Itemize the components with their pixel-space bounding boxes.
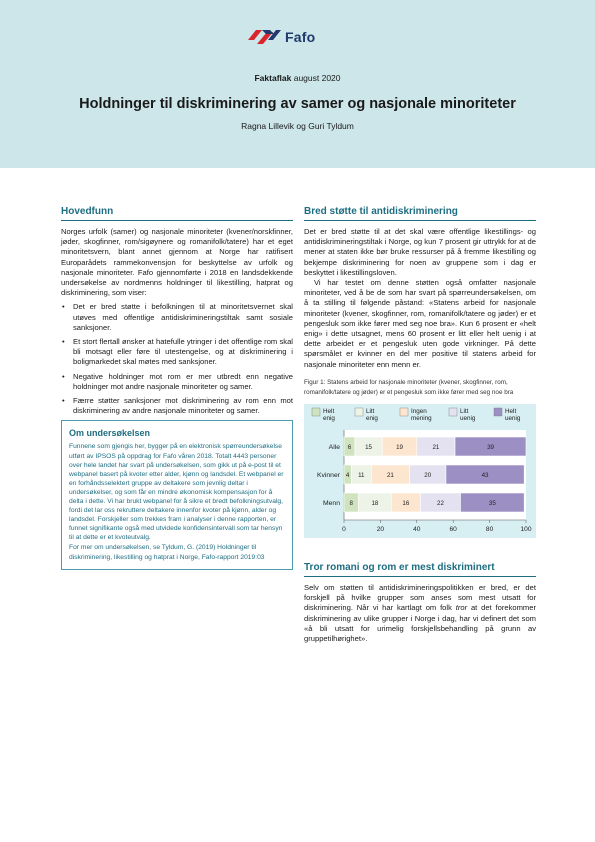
list-item: • Færre støtter sanksjoner mot diskriminering av rom enn mot diskriminering av andre nasjonale minoriteter og samer.: [61, 396, 293, 416]
about-survey-box: [61, 420, 293, 569]
discrimination-heading: Tror romani og rom er mest diskriminert: [304, 562, 536, 577]
page-title: Holdninger til diskriminering av samer og nasjonale minoriteter: [79, 96, 516, 112]
legend-label: Litt: [460, 408, 469, 416]
list-item: • Det er bred støtte i befolkningen til at minoritetsvernet skal utøves med offentlige antidiskrimineringstiltak samt sosiale sanksjoner.: [61, 302, 293, 333]
data-label: 39: [487, 443, 494, 451]
data-label: 21: [386, 471, 394, 479]
legend-swatch: [494, 408, 502, 416]
legend-label: uenig: [505, 415, 521, 423]
discrimination-text-b: at det forekommer diskriminering av ulike grupper i Norge i dag, har vi definert det som «å bli utsatt for urimelig forskjellsbehandling på grunn av gruppetilhørighet».: [304, 603, 536, 644]
legend-label: uenig: [460, 415, 476, 423]
figure-caption: Figur 1: Statens arbeid for nasjonale minoriteter (kvener, skogfinner, rom, romanifolk/tatere og jøder) er et pengesluk som ikke fører med seg noe bra: [304, 378, 514, 396]
data-label: 6: [347, 443, 352, 451]
category-label: Menn: [322, 500, 340, 508]
x-tick-label: 0: [342, 526, 346, 534]
legend-swatch: [355, 408, 363, 416]
data-label: 8: [349, 499, 354, 507]
x-tick-label: 100: [520, 526, 532, 534]
discrimination-paragraph: [304, 583, 536, 644]
about-survey-text: Funnene som gjengis her, bygger på en elektronisk spørreundersøkelse utført av IPSOS på oppdrag for Fafo våren 2018. Totalt 4443 personer over hele landet har svart på undersøkelsen, som gikk ut på e-post til et webpanel basert på kvoter etter alder, kjønn og landsdel. Et webpanel er en forhåndsselektert gruppe av deltakere som jevnlig deltar i undersøkelser, og som får en mindre økonomisk kompensasjon for å delta i dette. Vi har brukt webpanel for å sikre et bredt befolkningsutvalg, fordi det lar oss rekruttere deltakere innenfor kvoter på kjønn, alder og landsdel. Forskjeller som trekkes fram i analyser i denne rapporten, er funnet signifikante også med utvidede konfidensintervall som tar hensyn til at dette er et kvoteutvalg.: [69, 443, 284, 542]
data-label: 20: [424, 471, 432, 479]
legend-label: enig: [323, 415, 335, 423]
about-survey-title: Om undersøkelsen: [69, 428, 151, 439]
fact-line: [0, 73, 595, 83]
legend-swatch: [312, 408, 320, 416]
fafo-logo: [248, 26, 315, 48]
fafo-logo-icon: [248, 26, 282, 48]
data-label: 16: [402, 499, 410, 507]
authors: Ragna Lillevik og Guri Tyldum: [241, 121, 354, 131]
category-label: Alle: [328, 444, 340, 452]
findings-list: [61, 302, 293, 416]
about-survey-reference: For mer om undersøkelsen, se Tyldum, G. (2019) Holdninger til diskriminering, likestilling og hatprat i Norge, Fafo-rapport 2019:03: [69, 544, 265, 561]
data-label: 4: [345, 471, 350, 479]
right-column: [304, 206, 536, 644]
list-item: • Negative holdninger mot rom er mer utbredt enn negative holdninger mot andre nasjonale minoriteter og samer.: [61, 372, 293, 392]
legend-swatch: [449, 408, 457, 416]
intro-paragraph: Norges urfolk (samer) og nasjonale minoriteter (kvener/norskfinner, jøder, skogfinner, rom/sigøynere og romanifolk/tatere) har et eget minoritetsvern, blant annet gjennom at Norge har ratifisert Europarådets rammekonvensjon for beskyttelse av urfolk og nasjonale minoriteter. Fafo gjennomførte i 2018 en landsdekkende undersøkelse av nordmenns holdninger til likestilling, hatprat og diskriminering, som viser:: [61, 227, 293, 298]
data-label: 22: [437, 499, 444, 507]
left-column: [61, 206, 293, 570]
main-findings-heading: Hovedfunn: [61, 206, 293, 221]
support-paragraph-1: Det er bred støtte til at det skal være offentlige likestillings- og antidiskrimineringstiltak i Norge, og kun 7 prosent gir uttrykk for at de mener at staten ikke bør bruke ressurser på å fremme likestilling og bekjempe diskriminering for noen av gruppene som i dag er beskyttet i likestillingsloven.: [304, 227, 536, 277]
legend-label: Helt: [323, 408, 335, 416]
x-tick-label: 60: [449, 526, 457, 534]
chart-svg: [304, 404, 536, 538]
figure-1-chart: [304, 404, 536, 538]
discrimination-text-italic: tror: [455, 603, 468, 613]
data-label: 11: [358, 471, 365, 479]
data-label: 35: [488, 499, 496, 507]
legend-label: Ingen: [411, 408, 427, 416]
category-label: Kvinner: [316, 472, 340, 480]
header-band: [0, 0, 595, 168]
legend-label: enig: [366, 415, 378, 423]
legend-label: Litt: [366, 408, 375, 416]
list-item: • Et stort flertall ønsker at hatefulle ytringer i det offentlige rom skal bli motsagt eller føre til utestengelse, og at diskriminering i boligmarkedet skal møtes med sanksjoner.: [61, 337, 293, 368]
data-label: 18: [371, 499, 379, 507]
x-tick-label: 20: [376, 526, 385, 534]
data-label: 15: [365, 443, 373, 451]
x-tick-label: 40: [413, 526, 421, 534]
discrimination-text-a: Selv om støtten til antidiskrimineringspolitikken er bred, er det forskjell på hvilke grupper som anses som mest utsatt for diskriminering. Når vi har kartlagt om folk: [304, 583, 536, 613]
x-tick-label: 80: [485, 526, 494, 534]
data-label: 21: [432, 443, 440, 451]
legend-swatch: [400, 408, 408, 416]
legend-label: mening: [411, 415, 432, 423]
fact-label: Faktaflak: [254, 73, 292, 83]
fact-date: august 2020: [293, 73, 341, 83]
logo-text: Fafo: [285, 29, 316, 45]
data-label: 19: [396, 443, 403, 451]
legend-label: Helt: [505, 408, 517, 416]
data-label: 43: [481, 471, 489, 479]
support-heading: Bred støtte til antidiskriminering: [304, 206, 536, 221]
support-paragraph-2: Vi har testet om denne støtten også omfatter nasjonale minoriteter, ved å be de som har svart på spørreundersøkelsen, om å ta stilling til følgende påstand: «Statens arbeid for nasjonale minoriteter (kvener, skogfinner, rom, romanifolk/tatere og jøder) er et pengesluk som ikke fører med seg noe bra». Kun 6 prosent er «helt enig» i dette utsagnet, mens 60 prosent er litt eller helt uenig i at dette arbeidet er et pengesluk uten gode virkninger. På dette spørsmålet er kvinner en del mer positive til statens arbeid for nasjonale minoriteter enn menn er.: [304, 278, 536, 369]
